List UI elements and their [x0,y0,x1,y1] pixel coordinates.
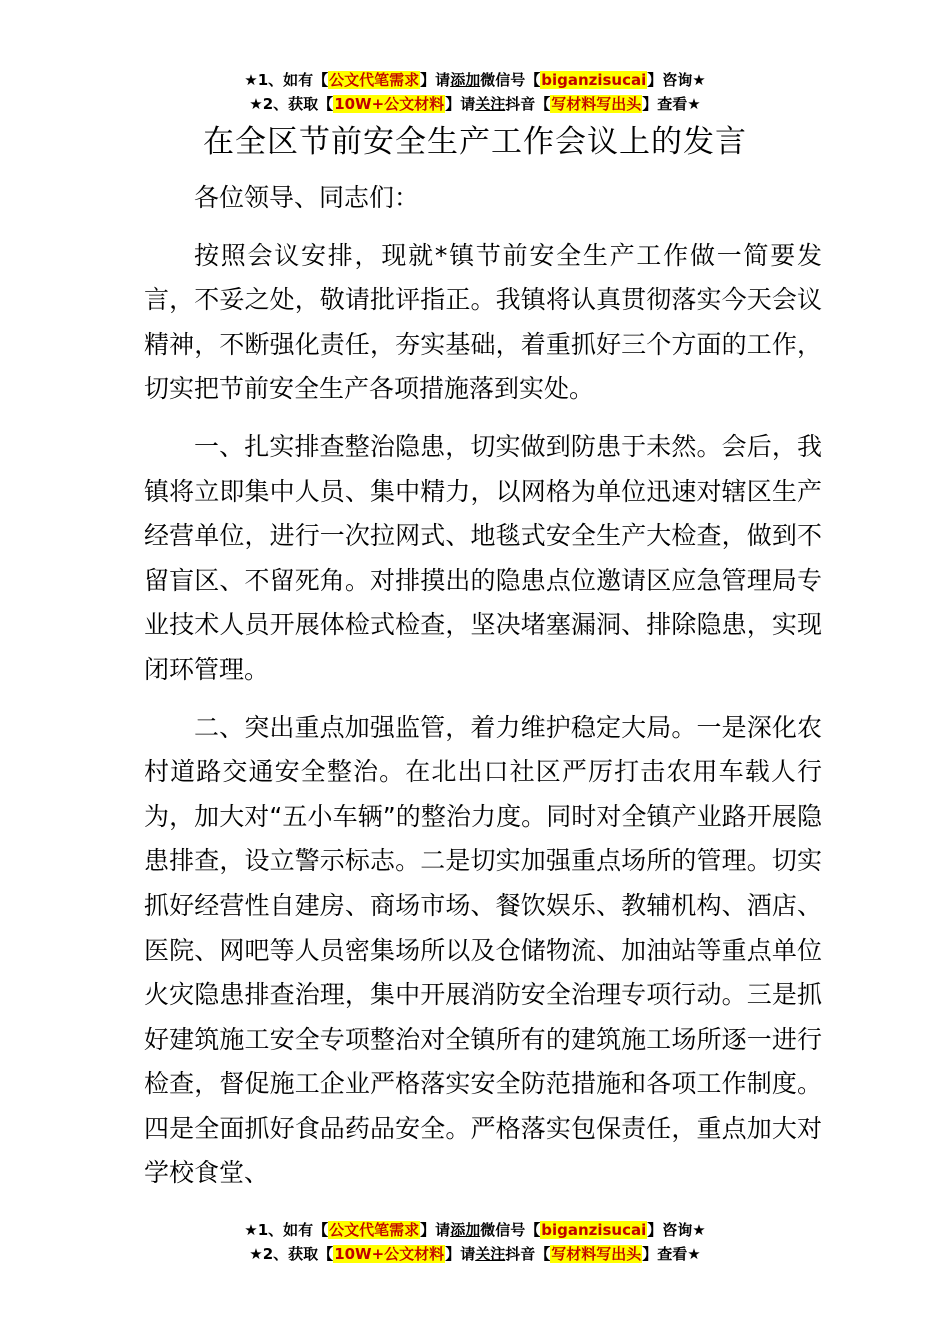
salutation: 各位领导、同志们： [194,183,420,212]
promo-text: ★2、获取【 [249,1245,334,1263]
promo-text: ★2、获取【 [249,95,334,113]
promo-text: ★1、如有【 [244,1221,329,1239]
promo-text: 】查看★ [642,95,701,113]
promo-text: 抖音【 [505,1245,551,1263]
promo-wechat-id: biganzisucai [541,1221,647,1239]
promo-line-1 [0,68,950,92]
promo-text: 】咨询★ [647,71,706,89]
promo-text: 】请 [445,1245,476,1263]
promo-text: 】请 [445,95,476,113]
paragraph-intro: 按照会议安排，现就*镇节前安全生产工作做一简要发言，不妥之处，敬请批评指正。我镇将认真贯彻落实今天会议精神，不断强化责任，夯实基础，着重抓好三个方面的工作，切实把节前安全生产各项措施落到实处。 [144,240,822,404]
paragraph-section-1: 一、扎实排查整治隐患，切实做到防患于未然。会后，我镇将立即集中人员、集中精力，以网格为单位迅速对辖区生产经营单位，进行一次拉网式、地毯式安全生产大检查，做到不留盲区、不留死角。对排摸出的隐患点位邀请区应急管理局专业技术人员开展体检式检查，坚决堵塞漏洞、排除隐患，实现闭环管理。 [144,431,822,684]
promo-line-2 [0,1242,950,1266]
promo-text: 抖音【 [505,95,551,113]
promo-underlined: 关注 [475,95,506,113]
promo-wechat-id: biganzisucai [541,71,647,89]
promo-highlight: 10W+公文材料 [334,1245,445,1263]
promo-highlight: 公文代笔需求 [329,1221,420,1239]
promo-text: ★1、如有【 [244,71,329,89]
promo-text: 】查看★ [642,1245,701,1263]
promo-highlight: 10W+公文材料 [334,95,445,113]
promo-underlined: 关注 [475,1245,506,1263]
promo-text: 】请 [420,71,451,89]
document-body [144,176,822,1196]
promo-douyin-id: 写材料写出头 [551,95,642,113]
promo-line-2 [0,92,950,116]
promo-text: 微信号【 [480,1221,541,1239]
promo-text: 】请 [420,1221,451,1239]
promo-text: 】咨询★ [647,1221,706,1239]
promo-banner-bottom [0,1218,950,1266]
promo-underlined: 添加 [450,1221,481,1239]
promo-text: 微信号【 [480,71,541,89]
promo-line-1 [0,1218,950,1242]
promo-banner-top [0,68,950,116]
document-title: 在全区节前安全生产工作会议上的发言 [203,124,747,160]
paragraph-section-2: 二、突出重点加强监管，着力维护稳定大局。一是深化农村道路交通安全整治。在北出口社区严厉打击农用车载人行为，加大对“五小车辆”的整治力度。同时对全镇产业路开展隐患排查，设立警示标志。二是切实加强重点场所的管理。切实抓好经营性自建房、商场市场、餐饮娱乐、教辅机构、酒店、医院、网吧等人员密集场所以及仓储物流、加油站等重点单位火灾隐患排查治理，集中开展消防安全治理专项行动。三是抓好建筑施工安全专项整治对全镇所有的建筑施工场所逐一进行检查，督促施工企业严格落实安全防范措施和各项工作制度。四是全面抓好食品药品安全。严格落实包保责任，重点加大对学校食堂、 [144,712,822,1188]
promo-douyin-id: 写材料写出头 [551,1245,642,1263]
promo-highlight: 公文代笔需求 [329,71,420,89]
promo-underlined: 添加 [450,71,481,89]
